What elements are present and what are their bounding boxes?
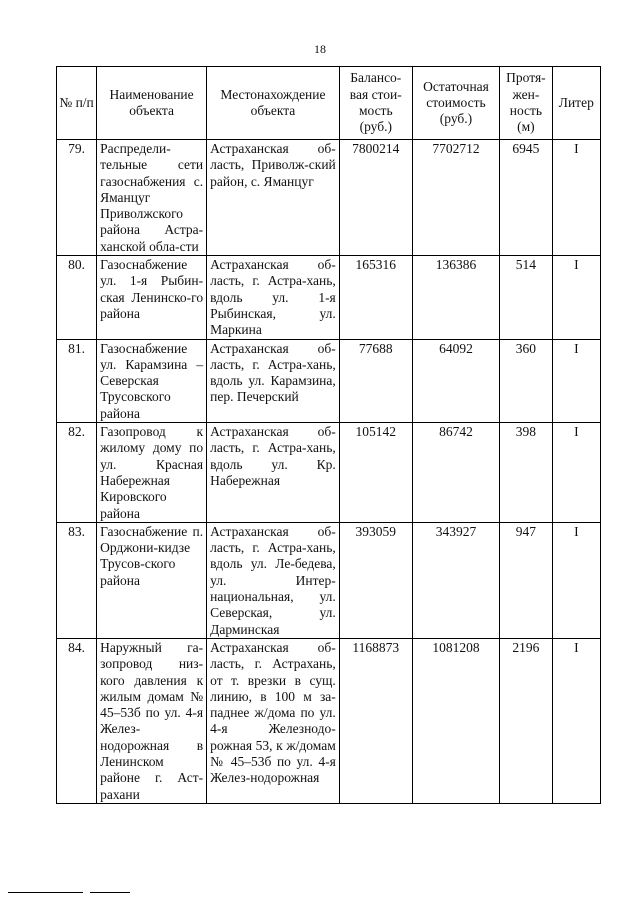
row-liter: I <box>552 423 600 523</box>
row-location: Астраханская об-ласть, Приволж-ский район, с. Яманцуг <box>207 140 340 256</box>
row-length: 6945 <box>500 140 552 256</box>
header-length: Протя-жен-ность (м) <box>500 67 552 140</box>
row-name: Распредели-тельные сети газоснабжения с. Яманцуг Приволжского района Астра-ханской обла-сти <box>97 140 207 256</box>
header-residual: Остаточная стоимость (руб.) <box>412 67 499 140</box>
table-row <box>57 423 601 523</box>
table-row <box>57 140 601 256</box>
row-location: Астраханская об-ласть, г. Астрахань, от т. врезки в сущ. линию, в 100 м за-паднее ж/дома по ул. 4-я Железнодо-рожная 53, к ж/домам № 45–53б по ул. 4-я Желез-нодорожная <box>207 638 340 803</box>
header-name: Наименование объекта <box>97 67 207 140</box>
row-liter: I <box>552 638 600 803</box>
row-num: 81. <box>57 339 97 422</box>
header-location: Местонахождение объекта <box>207 67 340 140</box>
row-residual: 86742 <box>412 423 499 523</box>
row-num: 80. <box>57 256 97 339</box>
row-liter: I <box>552 256 600 339</box>
row-num: 79. <box>57 140 97 256</box>
row-num: 84. <box>57 638 97 803</box>
row-length: 398 <box>500 423 552 523</box>
table-header-row <box>57 67 601 140</box>
row-balance: 165316 <box>339 256 412 339</box>
row-length: 947 <box>500 522 552 638</box>
row-residual: 1081208 <box>412 638 499 803</box>
row-residual: 64092 <box>412 339 499 422</box>
footnote-rule <box>90 892 130 893</box>
row-name: Газоснабжение ул. Карамзина – Северская Трусовского района <box>97 339 207 422</box>
row-name: Газоснабжение п. Орджони-кидзе Трусов-ского района <box>97 522 207 638</box>
row-name: Наружный га-зопровод низ-кого давления к жилым домам № 45–53б по ул. 4-я Желез-нодорожная в Ленинском районе г. Аст-рахани <box>97 638 207 803</box>
table-row <box>57 522 601 638</box>
row-name: Газоснабжение ул. 1-я Рыбин-ская Ленинско-го района <box>97 256 207 339</box>
row-liter: I <box>552 140 600 256</box>
row-length: 360 <box>500 339 552 422</box>
header-liter: Литер <box>552 67 600 140</box>
footnote-rule <box>8 892 83 893</box>
row-balance: 77688 <box>339 339 412 422</box>
row-name: Газопровод к жилому дому по ул. Красная Набережная Кировского района <box>97 423 207 523</box>
table-row <box>57 256 601 339</box>
row-length: 514 <box>500 256 552 339</box>
row-balance: 393059 <box>339 522 412 638</box>
row-location: Астраханская об-ласть, г. Астра-хань, вдоль ул. 1-я Рыбинская, ул. Маркина <box>207 256 340 339</box>
row-balance: 1168873 <box>339 638 412 803</box>
row-location: Астраханская об-ласть, г. Астра-хань, вдоль ул. Ле-бедева, ул. Интер-национальная, ул. Северская, ул. Дарминская <box>207 522 340 638</box>
table-row <box>57 638 601 803</box>
row-num: 83. <box>57 522 97 638</box>
table-row <box>57 339 601 422</box>
row-location: Астраханская об-ласть, г. Астра-хань, вдоль ул. Кр. Набережная <box>207 423 340 523</box>
row-location: Астраханская об-ласть, г. Астра-хань, вдоль ул. Карамзина, пер. Печерский <box>207 339 340 422</box>
row-liter: I <box>552 522 600 638</box>
row-length: 2196 <box>500 638 552 803</box>
page-number: 18 <box>314 42 326 56</box>
header-balance: Балансо-вая стои-мость (руб.) <box>339 67 412 140</box>
header-num: № п/п <box>57 67 97 140</box>
property-table <box>56 66 601 804</box>
row-balance: 7800214 <box>339 140 412 256</box>
row-residual: 7702712 <box>412 140 499 256</box>
row-residual: 136386 <box>412 256 499 339</box>
row-num: 82. <box>57 423 97 523</box>
row-residual: 343927 <box>412 522 499 638</box>
row-balance: 105142 <box>339 423 412 523</box>
row-liter: I <box>552 339 600 422</box>
